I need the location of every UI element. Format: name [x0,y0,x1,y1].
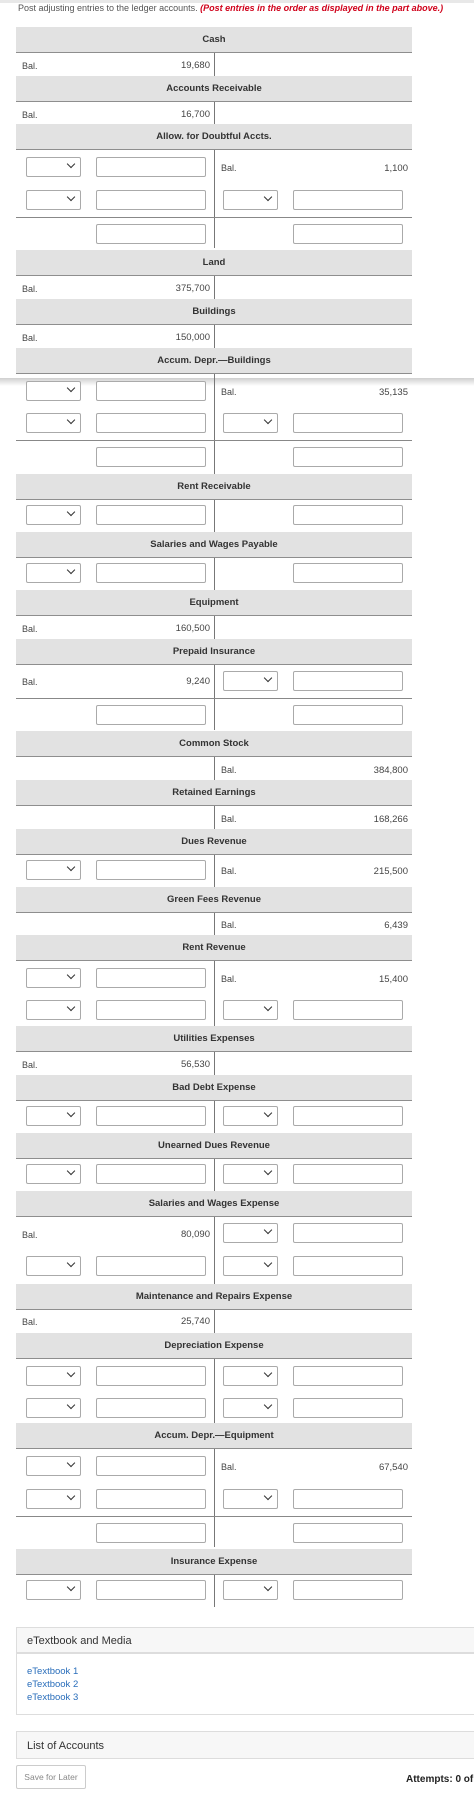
chevron-down-icon [67,1003,75,1011]
debit-total-input[interactable] [96,705,206,725]
account-header-green-fees-revenue: Green Fees Revenue [16,887,412,913]
credit-amount-input[interactable] [293,671,403,691]
green-fees-revenue-balance: 6,439 [384,920,408,931]
debit-amount-input[interactable] [96,1398,206,1418]
chevron-down-icon [264,1492,272,1500]
credit-amount-input[interactable] [293,563,403,583]
debit-account-select[interactable] [26,1000,81,1020]
salaries-wages-expense-balance: 80,090 [180,1229,210,1240]
credit-account-select[interactable] [223,1489,278,1509]
debit-account-select[interactable] [26,1456,81,1476]
chevron-down-icon [67,1109,75,1117]
debit-amount-input[interactable] [96,413,206,433]
allow-doubtful-balance: 1,100 [384,163,408,174]
account-header-retained-earnings: Retained Earnings [16,780,412,806]
chevron-down-icon [67,1369,75,1377]
debit-total-input[interactable] [96,1523,206,1543]
chevron-down-icon [67,193,75,201]
prepaid-insurance-balance: 9,240 [186,676,210,687]
etextbook-media-panel-body [16,1653,474,1715]
debit-amount-input[interactable] [96,1256,206,1276]
debit-account-select[interactable] [26,381,81,401]
chevron-down-icon [264,1226,272,1234]
credit-amount-input[interactable] [293,413,403,433]
debit-account-select[interactable] [26,505,81,525]
credit-amount-input[interactable] [293,1398,403,1418]
account-header-cash: Cash [16,27,412,53]
credit-total-input[interactable] [293,224,403,244]
debit-account-select[interactable] [26,1580,81,1600]
chevron-down-icon [67,566,75,574]
debit-amount-input[interactable] [96,1489,206,1509]
account-header-utilities-expenses: Utilities Expenses [16,1026,412,1052]
retained-earnings-balance: 168,266 [373,814,408,825]
debit-amount-input[interactable] [96,1000,206,1020]
debit-bal-label: Bal. [22,624,38,634]
chevron-down-icon [67,1492,75,1500]
etextbook-media-panel-header[interactable] [16,1627,474,1653]
credit-bal-label: Bal. [221,920,237,930]
dues-revenue-balance: 215,500 [373,866,408,877]
debit-amount-input[interactable] [96,860,206,880]
debit-account-select[interactable] [26,1256,81,1276]
account-header-depreciation-expense: Depreciation Expense [16,1333,412,1359]
debit-amount-input[interactable] [96,190,206,210]
list-of-accounts-panel[interactable] [16,1731,474,1759]
debit-total-input[interactable] [96,224,206,244]
utilities-expenses-balance: 56,530 [180,1059,210,1070]
chevron-down-icon [67,416,75,424]
debit-amount-input[interactable] [96,968,206,988]
credit-amount-input[interactable] [293,1223,403,1243]
chevron-down-icon [67,971,75,979]
debit-account-select[interactable] [26,1164,81,1184]
debit-account-select[interactable] [26,968,81,988]
credit-account-select[interactable] [223,1223,278,1243]
chevron-down-icon [264,1109,272,1117]
instruction-text: Post adjusting entries to the ledger accounts. (Post entries in the order as displayed in the part above.) [18,3,444,13]
buildings-balance: 150,000 [175,332,210,343]
chevron-down-icon [264,1583,272,1591]
debit-account-select[interactable] [26,1106,81,1126]
chevron-down-icon [67,1459,75,1467]
chevron-down-icon [264,1401,272,1409]
debit-bal-label: Bal. [22,677,38,687]
credit-bal-label: Bal. [221,974,237,984]
debit-account-select[interactable] [26,860,81,880]
account-header-land: Land [16,250,412,276]
chevron-down-icon [264,1003,272,1011]
list-of-accounts-title: List of Accounts [27,1740,105,1752]
chevron-down-icon [67,1401,75,1409]
chevron-down-icon [67,1583,75,1591]
chevron-down-icon [67,508,75,516]
debit-bal-label: Bal. [22,1060,38,1070]
credit-amount-input[interactable] [293,1000,403,1020]
account-header-accounts-receivable: Accounts Receivable [16,76,412,102]
credit-amount-input[interactable] [293,1164,403,1184]
equipment-balance: 160,500 [175,623,210,634]
credit-bal-label: Bal. [221,163,237,173]
chevron-down-icon [67,1167,75,1175]
etextbook-link-3[interactable]: eTextbook 3 [27,1692,79,1703]
credit-amount-input[interactable] [293,190,403,210]
credit-account-select[interactable] [223,1398,278,1418]
account-header-rent-revenue: Rent Revenue [16,935,412,961]
account-header-bad-debt-expense: Bad Debt Expense [16,1075,412,1101]
account-header-buildings: Buildings [16,299,412,325]
etextbook-link-2[interactable]: eTextbook 2 [27,1679,79,1690]
attempts-counter: Attempts: 0 of [406,1774,474,1785]
common-stock-balance: 384,800 [373,765,408,776]
credit-bal-label: Bal. [221,814,237,824]
debit-bal-label: Bal. [22,333,38,343]
debit-bal-label: Bal. [22,1230,38,1240]
account-header-insurance-expense: Insurance Expense [16,1549,412,1575]
debit-amount-input[interactable] [96,1456,206,1476]
debit-amount-input[interactable] [96,505,206,525]
credit-bal-label: Bal. [221,765,237,775]
debit-bal-label: Bal. [22,284,38,294]
credit-account-select[interactable] [223,1106,278,1126]
debit-amount-input[interactable] [96,381,206,401]
chevron-down-icon [67,863,75,871]
debit-account-select[interactable] [26,563,81,583]
credit-amount-input[interactable] [293,1256,403,1276]
credit-account-select[interactable] [223,1366,278,1386]
accum-depr-buildings-balance: 35,135 [378,387,408,398]
credit-amount-input[interactable] [293,1489,403,1509]
account-header-rent-receivable: Rent Receivable [16,474,412,500]
maintenance-repairs-balance: 25,740 [180,1316,210,1327]
debit-amount-input[interactable] [96,157,206,177]
credit-amount-input[interactable] [293,1580,403,1600]
credit-account-select[interactable] [223,1256,278,1276]
debit-amount-input[interactable] [96,1366,206,1386]
chevron-down-icon [264,416,272,424]
chevron-down-icon [264,674,272,682]
chevron-down-icon [264,193,272,201]
credit-total-input[interactable] [293,705,403,725]
etextbook-link-1[interactable]: eTextbook 1 [27,1666,79,1677]
credit-amount-input[interactable] [293,1106,403,1126]
debit-amount-input[interactable] [96,1580,206,1600]
account-header-accum-depr-equipment: Accum. Depr.—Equipment [16,1423,412,1449]
accum-depr-equipment-balance: 67,540 [378,1462,408,1473]
rent-revenue-balance: 15,400 [378,974,408,985]
debit-bal-label: Bal. [22,110,38,120]
account-header-salaries-wages-expense: Salaries and Wages Expense [16,1191,412,1217]
credit-account-select[interactable] [223,190,278,210]
debit-bal-label: Bal. [22,1317,38,1327]
account-header-maintenance-repairs: Maintenance and Repairs Expense [16,1284,412,1310]
account-header-accum-depr-buildings: Accum. Depr.—Buildings [16,348,412,374]
credit-bal-label: Bal. [221,1462,237,1472]
credit-account-select[interactable] [223,1580,278,1600]
chevron-down-icon [264,1259,272,1267]
credit-account-select[interactable] [223,413,278,433]
debit-account-select[interactable] [26,1489,81,1509]
credit-amount-input[interactable] [293,1366,403,1386]
debit-amount-input[interactable] [96,1106,206,1126]
chevron-down-icon [67,160,75,168]
debit-account-select[interactable] [26,190,81,210]
debit-amount-input[interactable] [96,563,206,583]
credit-account-select[interactable] [223,1164,278,1184]
chevron-down-icon [67,384,75,392]
account-header-equipment: Equipment [16,590,412,616]
land-balance: 375,700 [175,283,210,294]
credit-account-select[interactable] [223,1000,278,1020]
credit-bal-label: Bal. [221,387,237,397]
instruction-emphasis: (Post entries in the order as displayed in the part above.) [200,3,444,13]
chevron-down-icon [264,1167,272,1175]
debit-bal-label: Bal. [22,61,38,71]
account-header-prepaid-insurance: Prepaid Insurance [16,639,412,665]
debit-account-select[interactable] [26,1366,81,1386]
account-header-salaries-wages-payable: Salaries and Wages Payable [16,532,412,558]
debit-account-select[interactable] [26,413,81,433]
save-for-later-button[interactable]: Save for Later [16,1765,86,1789]
credit-account-select[interactable] [223,671,278,691]
credit-total-input[interactable] [293,447,403,467]
account-header-allow-doubtful: Allow. for Doubtful Accts. [16,124,412,150]
account-header-dues-revenue: Dues Revenue [16,829,412,855]
chevron-down-icon [67,1259,75,1267]
credit-total-input[interactable] [293,1523,403,1543]
debit-total-input[interactable] [96,447,206,467]
cash-balance: 19,680 [180,60,210,71]
debit-amount-input[interactable] [96,1164,206,1184]
chevron-down-icon [264,1369,272,1377]
accounts-receivable-balance: 16,700 [180,109,210,120]
credit-bal-label: Bal. [221,866,237,876]
credit-amount-input[interactable] [293,505,403,525]
account-header-common-stock: Common Stock [16,731,412,757]
account-header-unearned-dues-revenue: Unearned Dues Revenue [16,1133,412,1159]
debit-account-select[interactable] [26,1398,81,1418]
debit-account-select[interactable] [26,157,81,177]
etextbook-media-title: eTextbook and Media [27,1635,132,1647]
